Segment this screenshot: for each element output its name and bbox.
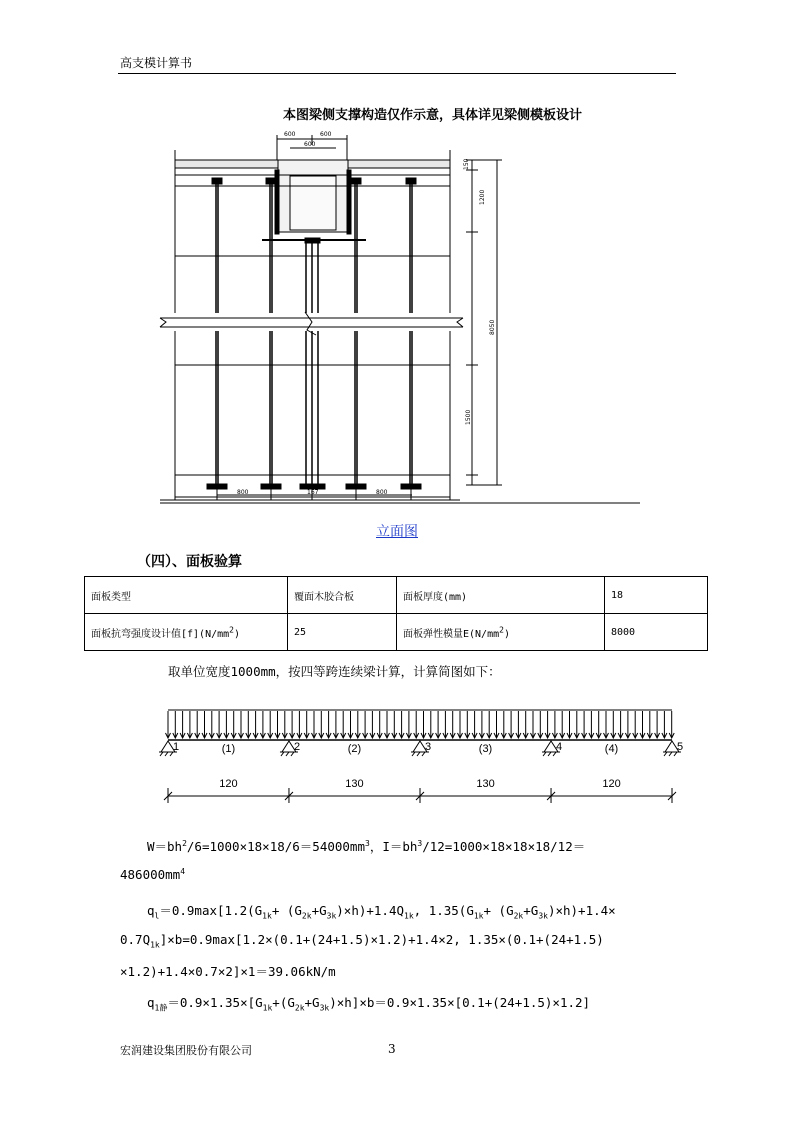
load-arrow: [282, 711, 287, 738]
dim-total-height: 8050: [489, 319, 496, 335]
beam-diagram: [150, 700, 690, 810]
load-arrow: [333, 711, 338, 738]
dim-bottom-right: 800: [376, 489, 388, 496]
sub: 2k: [294, 1003, 305, 1013]
table-row: [85, 614, 708, 651]
f-part: + (G: [271, 903, 302, 918]
cell-key: [85, 614, 288, 651]
sub: 1k: [262, 1003, 273, 1013]
section-title: （四）、面板验算: [137, 554, 242, 570]
load-arrow: [406, 711, 411, 738]
sup: 3: [364, 838, 370, 848]
f-part: +G: [311, 903, 327, 918]
formula-q1: [147, 901, 616, 921]
f-part: W＝bh: [147, 839, 183, 854]
load-arrow: [224, 711, 229, 738]
load-arrow: [414, 711, 419, 738]
figure-caption[interactable]: 立面图: [376, 524, 418, 540]
load-arrow: [538, 711, 543, 738]
load-arrow: [487, 711, 492, 738]
load-arrow: [523, 711, 528, 738]
load-arrow: [385, 711, 390, 738]
sub: 3k: [538, 911, 548, 921]
load-arrow: [516, 711, 521, 738]
load-arrow: [604, 711, 609, 738]
load-arrow: [319, 711, 324, 738]
load-arrow: [297, 711, 302, 738]
load-arrow: [187, 711, 192, 738]
f-part: ]×b=0.9max[1.2×(0.1+(24+1.5)×1.2)+1.4×2, 1.35×(0.1+(24+1.5): [159, 932, 604, 947]
load-arrow: [589, 711, 594, 738]
load-arrow: [655, 711, 660, 738]
support-label: 5: [677, 741, 684, 753]
load-arrow: [479, 711, 484, 738]
sub: 1k: [150, 940, 160, 950]
span-length: 120: [602, 778, 621, 790]
load-arrow: [647, 711, 652, 738]
load-arrow: [662, 711, 667, 738]
dim-bottom-left: 800: [237, 489, 249, 496]
load-arrow: [268, 711, 273, 738]
load-arrow: [173, 711, 178, 738]
close-paren: ): [503, 628, 510, 640]
f-part: /12=1000×18×18×18/12＝: [422, 839, 586, 854]
span-label: (1): [221, 743, 236, 755]
load-arrow: [260, 711, 265, 738]
f-part: +G: [304, 995, 320, 1010]
sup: 2: [499, 625, 504, 635]
sup: 2: [229, 625, 234, 635]
sub: 1k: [262, 911, 272, 921]
cell-value: 覆面木胶合板: [288, 577, 397, 614]
span-label: (3): [478, 743, 493, 755]
f-part: +(G: [272, 995, 295, 1010]
dim-top-left: 600: [284, 131, 296, 138]
load-arrow: [428, 711, 433, 738]
support-hatch: [160, 752, 173, 756]
dim-slab: 150: [463, 158, 470, 170]
sub: 2k: [301, 911, 312, 921]
load-arrow: [560, 711, 565, 738]
load-arrow: [341, 711, 346, 738]
load-arrow: [501, 711, 506, 738]
dim-bottom-mid: 167: [307, 489, 319, 496]
f-part: )×h)+1.4Q: [336, 903, 404, 918]
support-hatch: [412, 752, 425, 756]
sub: 1静: [154, 1003, 168, 1013]
page-number: 3: [388, 1042, 396, 1056]
header-title: 高支模计算书: [120, 56, 193, 70]
f-part: q: [147, 903, 155, 918]
cell-key: 面板类型: [85, 577, 288, 614]
f-part: 0.7Q: [120, 932, 151, 947]
load-arrow: [625, 711, 630, 738]
load-arrow: [494, 711, 499, 738]
support-hatch: [543, 752, 556, 756]
f-part: )×h]×b＝0.9×1.35×[0.1+(24+1.5)×1.2]: [329, 995, 591, 1010]
load-arrow: [202, 711, 207, 738]
f-part: +G: [523, 903, 539, 918]
f-part: 486000mm: [120, 867, 181, 883]
load-arrow: [399, 711, 404, 738]
span-length: 120: [219, 778, 238, 790]
sup: 3: [417, 838, 423, 848]
load-arrow: [436, 711, 441, 738]
span-length: 130: [345, 778, 364, 790]
load-arrow: [180, 711, 185, 738]
support-hatch: [664, 752, 677, 756]
f-part: , 1.35(G: [413, 903, 474, 918]
load-arrow: [618, 711, 623, 738]
load-arrow: [458, 711, 463, 738]
load-arrow: [567, 711, 572, 738]
load-arrow: [326, 711, 331, 738]
sub: l: [154, 911, 160, 921]
load-arrow: [209, 711, 214, 738]
load-arrow: [611, 711, 616, 738]
load-arrow: [669, 711, 674, 738]
formula-w: [147, 837, 585, 855]
span-length: 130: [476, 778, 495, 790]
dim-top-right: 600: [320, 131, 332, 138]
load-arrow: [231, 711, 236, 738]
table-row: [85, 577, 708, 614]
key-text: 面板抗弯强度设计值[f](N/mm: [91, 628, 230, 640]
load-arrow: [472, 711, 477, 738]
load-arrow: [363, 711, 368, 738]
f-part: /6=1000×18×18/6＝54000mm: [186, 839, 365, 854]
load-arrow: [465, 711, 470, 738]
load-arrow: [545, 711, 550, 738]
load-arrow: [640, 711, 645, 738]
load-arrow: [633, 711, 638, 738]
load-arrow: [443, 711, 448, 738]
f-part: )×h)+1.4×: [547, 903, 616, 918]
figure-note: 本图梁侧支撑构造仅作示意，具体详见梁侧模板设计: [283, 108, 583, 123]
sup: 2: [182, 838, 187, 848]
load-arrow: [348, 711, 353, 738]
load-arrow: [290, 711, 295, 738]
f-part: ，I＝bh: [369, 839, 418, 854]
support-label: 3: [425, 741, 432, 753]
elevation-drawing: [150, 125, 650, 510]
dim-beam-depth: 1200: [479, 189, 486, 205]
load-arrow: [392, 711, 397, 738]
key-text: 面板弹性模量E(N/mm: [403, 628, 500, 640]
f-part: ＝0.9max[1.2(G: [159, 903, 263, 918]
load-arrow: [574, 711, 579, 738]
dim-step: 1500: [465, 409, 472, 425]
cell-key: 面板厚度(mm): [397, 577, 605, 614]
load-arrow: [195, 711, 200, 738]
close-paren: ): [234, 628, 241, 640]
f-part: q: [147, 995, 155, 1010]
support-label: 4: [556, 741, 563, 753]
load-arrow: [312, 711, 317, 738]
load-arrow: [304, 711, 309, 738]
f-part: + (G: [483, 903, 514, 918]
sub: 3k: [326, 911, 337, 921]
load-arrow: [509, 711, 514, 738]
header-rule: [118, 73, 676, 74]
load-arrow: [450, 711, 455, 738]
sup: 4: [180, 867, 186, 876]
sub: 1k: [473, 911, 484, 921]
sub: 3k: [319, 1003, 330, 1013]
span-label: (2): [347, 743, 362, 755]
load-arrow: [370, 711, 375, 738]
formula-q1-line2: [120, 932, 604, 950]
support-label: 2: [293, 741, 301, 753]
f-part: ＝0.9×1.35×[G: [167, 995, 263, 1010]
footer-company: 宏润建设集团股份有限公司: [120, 1044, 252, 1057]
formula-q1j: [147, 993, 590, 1014]
load-arrow: [246, 711, 251, 738]
formula-q1-line3: ×1.2)+1.4×0.7×2]×1＝39.06kN/m: [120, 964, 336, 979]
support-label: 1: [173, 741, 180, 753]
load-arrow: [552, 711, 557, 738]
span-label: (4): [604, 743, 619, 755]
cell-value: 25: [288, 614, 397, 651]
sub: 1k: [404, 911, 414, 921]
intro-text: 取单位宽度1000mm，按四等跨连续梁计算，计算简图如下：: [168, 664, 501, 679]
cell-value: 18: [605, 577, 708, 614]
load-arrow: [239, 711, 244, 738]
load-arrow: [166, 711, 171, 738]
load-arrow: [275, 711, 280, 738]
params-table: [84, 576, 708, 651]
load-arrow: [377, 711, 382, 738]
load-arrow: [421, 711, 426, 738]
sub: 2k: [513, 911, 524, 921]
load-arrow: [582, 711, 587, 738]
dim-beam-width: 600: [304, 141, 316, 148]
support-hatch: [281, 752, 294, 756]
load-arrow: [253, 711, 258, 738]
load-arrow: [596, 711, 601, 738]
cell-value: 8000: [605, 614, 708, 651]
load-arrow: [355, 711, 360, 738]
formula-i: [120, 867, 185, 882]
load-arrow: [217, 711, 222, 738]
load-arrow: [531, 711, 536, 738]
cell-key: [397, 614, 605, 651]
